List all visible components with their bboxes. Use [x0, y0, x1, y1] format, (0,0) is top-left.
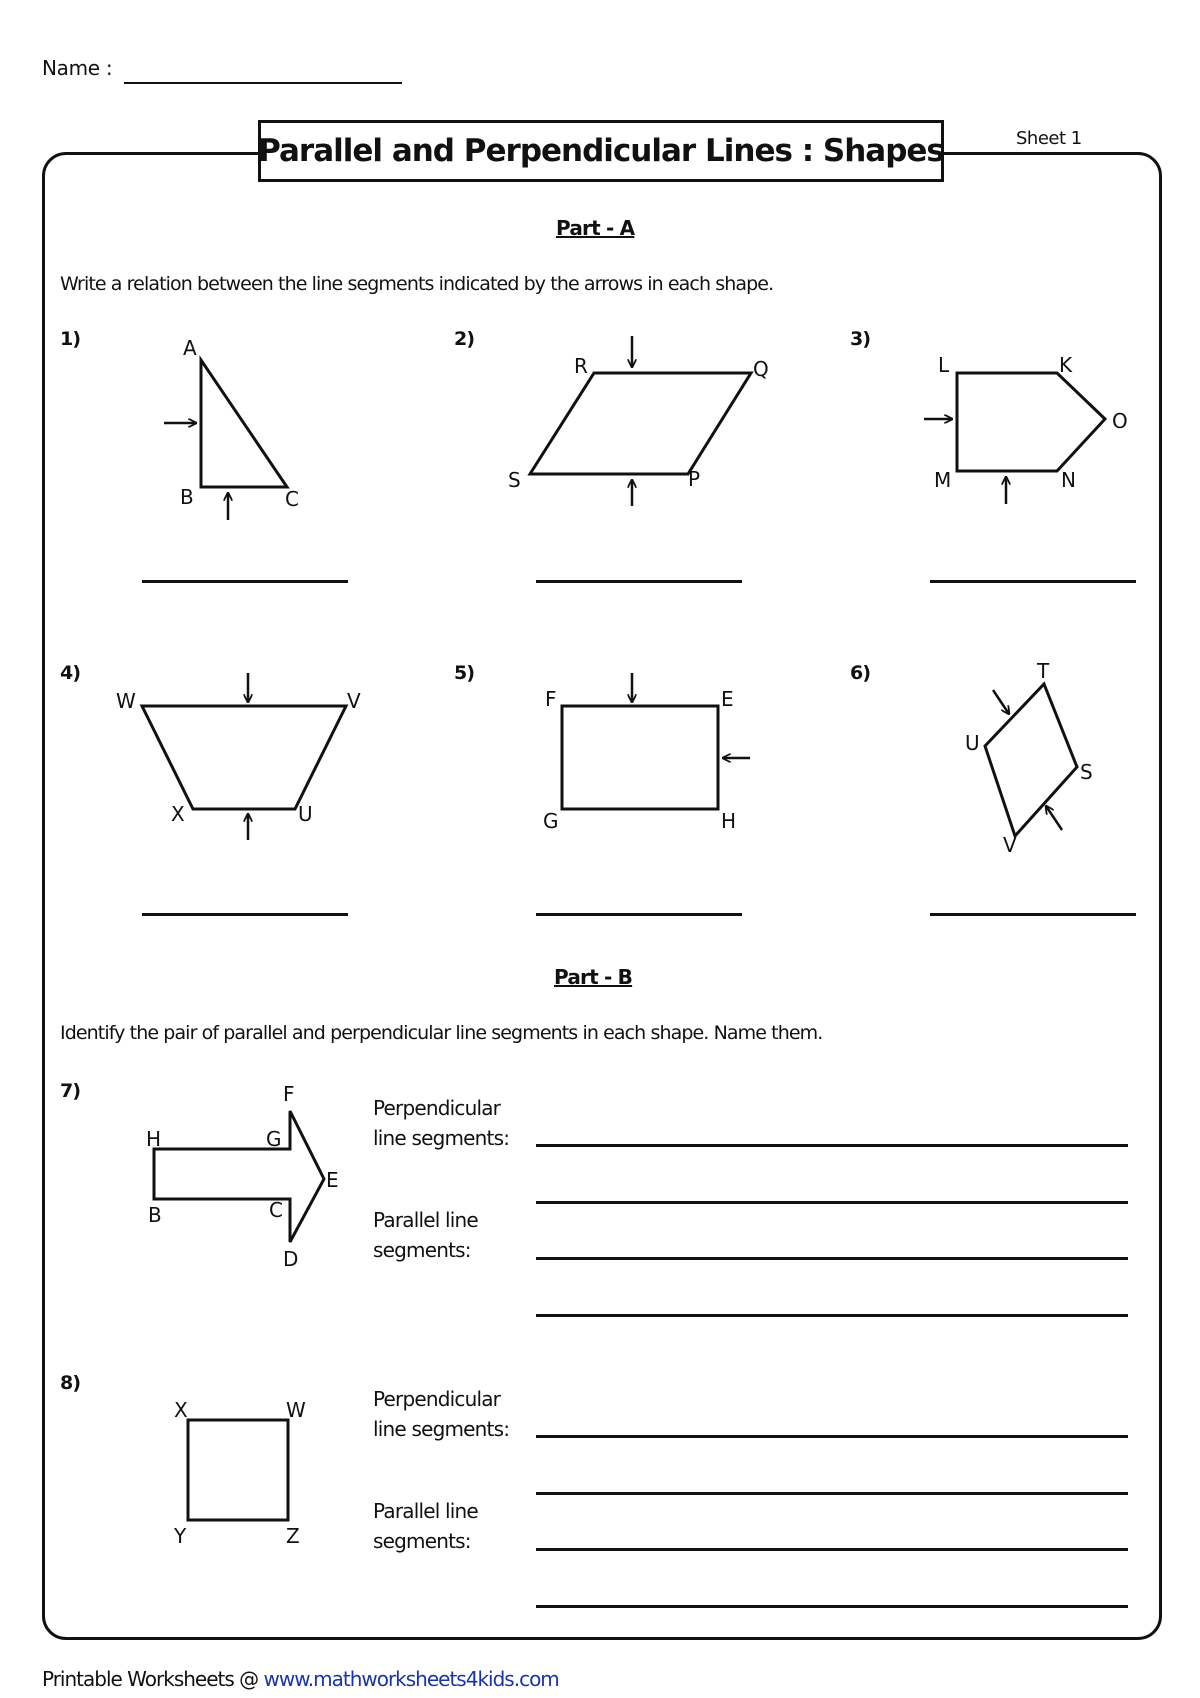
- footer: [42, 1667, 559, 1691]
- vertex-label: X: [171, 802, 185, 826]
- vertex-label: S: [1080, 760, 1093, 784]
- vertex-label: S: [508, 468, 521, 492]
- vertex-label: N: [1061, 468, 1076, 492]
- part-b-instruction: Identify the pair of parallel and perpendicular line segments in each shape. Name them.: [60, 1022, 823, 1044]
- vertex-label: R: [574, 354, 588, 378]
- vertex-label: Q: [753, 357, 769, 381]
- parallelogram-shape: [530, 373, 751, 474]
- square-shape: [188, 1420, 288, 1520]
- vertex-label: F: [545, 687, 557, 711]
- part-b-heading: Part - B: [554, 965, 633, 989]
- vertex-label: D: [283, 1247, 299, 1271]
- vertex-label: K: [1059, 353, 1073, 377]
- footer-prefix: Printable Worksheets @: [42, 1667, 264, 1691]
- vertex-label: E: [721, 687, 734, 711]
- vertex-label: B: [180, 485, 194, 509]
- vertex-label: U: [965, 731, 980, 755]
- arrow-indicator-icon: [993, 690, 1009, 714]
- rectangle-shape: [562, 706, 718, 809]
- vertex-label: X: [174, 1398, 188, 1422]
- vertex-label: L: [938, 353, 950, 377]
- vertex-label: C: [269, 1198, 283, 1222]
- vertex-label: H: [721, 809, 737, 833]
- trapezoid-shape: [142, 706, 346, 809]
- arrow-indicator-icon: [1046, 806, 1062, 830]
- pentagon-shape: [957, 373, 1105, 471]
- perpendicular-label: Perpendicular line segments:: [373, 1387, 510, 1441]
- perpendicular-label: Perpendicular line segments:: [373, 1096, 510, 1150]
- vertex-label: H: [146, 1127, 162, 1151]
- rhombus-shape: [985, 684, 1077, 836]
- vertex-label: E: [326, 1168, 339, 1192]
- vertex-label: G: [543, 809, 559, 833]
- arrow-shape: [154, 1111, 324, 1242]
- vertex-label: C: [285, 487, 299, 511]
- triangle-shape: [201, 360, 287, 487]
- vertex-label: G: [266, 1127, 282, 1151]
- part-a-heading: Part - A: [556, 216, 635, 240]
- vertex-label: T: [1037, 659, 1050, 683]
- parallel-label: Parallel line segments:: [373, 1208, 478, 1262]
- vertex-label: M: [934, 468, 952, 492]
- name-label: Name :: [42, 56, 113, 80]
- vertex-label: B: [148, 1203, 162, 1227]
- vertex-label: P: [688, 467, 701, 491]
- vertex-label: O: [1112, 409, 1128, 433]
- vertex-label: A: [183, 336, 197, 360]
- vertex-label: W: [116, 689, 136, 713]
- question-number: 2): [454, 328, 475, 350]
- question-number: 8): [60, 1372, 81, 1394]
- parallel-label: Parallel line segments:: [373, 1499, 478, 1553]
- footer-link[interactable]: www.mathworksheets4kids.com: [263, 1667, 559, 1691]
- vertex-label: F: [283, 1082, 295, 1106]
- part-a-instruction: Write a relation between the line segments indicated by the arrows in each shape.: [60, 273, 774, 295]
- question-number: 1): [60, 328, 81, 350]
- question-number: 5): [454, 662, 475, 684]
- question-number: 3): [850, 328, 871, 350]
- question-number: 4): [60, 662, 81, 684]
- question-number: 7): [60, 1080, 81, 1102]
- vertex-label: U: [298, 802, 313, 826]
- vertex-label: V: [1003, 833, 1017, 857]
- worksheet-title: Parallel and Perpendicular Lines : Shapes: [258, 120, 944, 182]
- vertex-label: V: [347, 689, 361, 713]
- vertex-label: Z: [286, 1524, 300, 1548]
- question-number: 6): [850, 662, 871, 684]
- sheet-number: Sheet 1: [1016, 128, 1082, 149]
- vertex-label: W: [286, 1398, 306, 1422]
- vertex-label: Y: [174, 1524, 187, 1548]
